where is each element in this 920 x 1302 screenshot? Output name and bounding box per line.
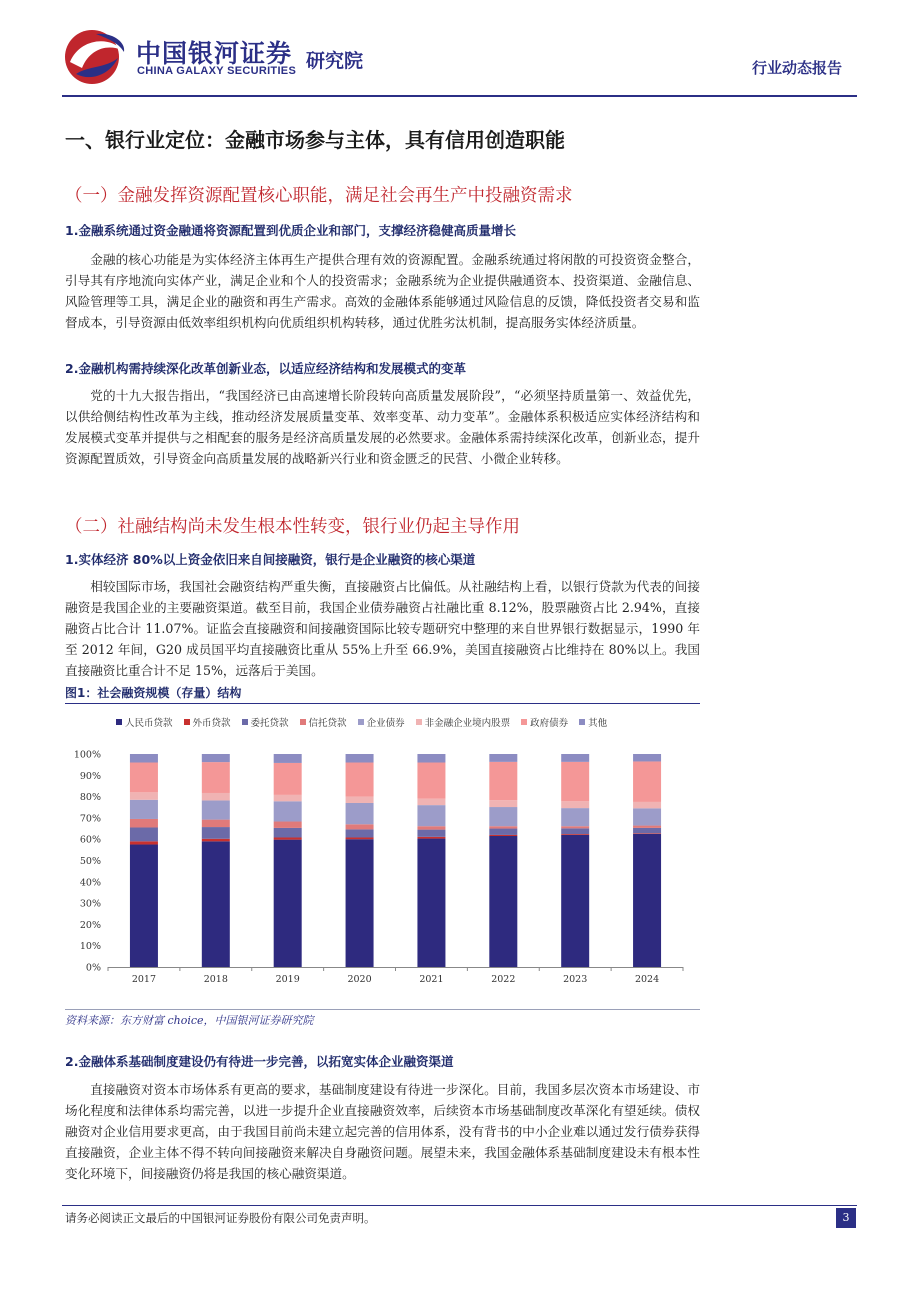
chart-legend: [116, 715, 607, 729]
y-tick-label: 0%: [85, 962, 101, 974]
y-tick-label: 10%: [79, 941, 101, 953]
institute-label: 研究院: [306, 50, 364, 72]
bar-segment: [202, 762, 230, 793]
legend-swatch: [521, 719, 527, 725]
bar-segment: [417, 805, 445, 826]
bar-segment: [633, 754, 661, 761]
bar-segment: [346, 839, 374, 967]
bar-segment: [417, 799, 445, 805]
bar-segment: [633, 828, 661, 833]
bar-segment: [561, 828, 589, 834]
galaxy-logo-icon: [62, 28, 128, 86]
bar-segment: [274, 763, 302, 795]
legend-swatch: [300, 719, 306, 725]
bar-segment: [633, 833, 661, 834]
bar-segment: [561, 835, 589, 967]
bar-segment: [489, 762, 517, 800]
legend-item: [184, 715, 231, 729]
body-paragraph: 直接融资对资本市场体系有更高的要求，基础制度建设有待进一步深化。目前，我国多层次资本市场建设、市场化程度和法律体系均需完善，以进一步提升企业直接融资效率，后续资本市场基础制度改革深化有望延续。债权融资对企业信用要求更高，由于我国目前尚未建立起完善的信用体系，没有背书的中小企业难以通过发行债券获得直接融资，企业主体不得不转向间接融资来解决自身融资问题。展望未来，我国金融体系基础制度建设未有根本性变化环境下，间接融资仍将是我国的核心融资渠道。: [65, 1082, 700, 1181]
subsection-title-2: （二）社融结构尚未发生根本性转变，银行业仍起主导作用: [65, 517, 520, 537]
bar-segment: [489, 800, 517, 807]
legend-label: 政府债券: [530, 718, 569, 729]
header-divider: [62, 95, 857, 97]
y-tick-label: 40%: [79, 877, 101, 889]
bar-segment: [202, 793, 230, 800]
bar-segment: [561, 826, 589, 828]
bar-segment: [130, 819, 158, 828]
bar-segment: [130, 841, 158, 844]
bar-segment: [130, 763, 158, 793]
figure-top-rule: [65, 703, 700, 704]
bar-segment: [633, 834, 661, 967]
legend-item: [416, 715, 511, 729]
bar-segment: [130, 792, 158, 799]
x-tick-label: 2022: [491, 974, 516, 985]
bar-segment: [274, 837, 302, 839]
legend-item: [358, 715, 405, 729]
bar-segment: [633, 826, 661, 828]
bar-segment: [417, 830, 445, 837]
bar-segment: [130, 845, 158, 967]
legend-label: 人民币贷款: [125, 718, 173, 729]
subsection-title-1: （一）金融发挥资源配置核心职能，满足社会再生产中投融资需求: [65, 186, 573, 206]
legend-label: 外币贷款: [192, 718, 231, 729]
x-tick-label: 2019: [275, 974, 300, 985]
paragraph-heading: 2.金融体系基础制度建设仍有待进一步完善，以拓宽实体企业融资渠道: [65, 1054, 454, 1069]
bar-segment: [130, 827, 158, 841]
y-tick-label: 20%: [79, 919, 101, 931]
bar-segment: [346, 754, 374, 763]
legend-item: [242, 715, 289, 729]
page-number: 3: [836, 1208, 856, 1228]
brand-name-cn: 中国银河证券: [136, 39, 293, 68]
figure-source: 资料来源：东方财富 choice，中国银河证券研究院: [65, 1014, 314, 1027]
x-tick-label: 2020: [347, 974, 372, 985]
bar-segment: [202, 841, 230, 967]
bar-segment: [489, 836, 517, 967]
legend-item: [579, 715, 607, 729]
y-tick-label: 70%: [79, 813, 101, 825]
legend-label: 其他: [588, 718, 608, 729]
bar-segment: [417, 837, 445, 839]
legend-item: [300, 715, 347, 729]
bar-segment: [561, 834, 589, 835]
y-tick-label: 100%: [73, 749, 101, 761]
bar-segment: [274, 795, 302, 801]
bar-segment: [274, 822, 302, 828]
bar-segment: [202, 800, 230, 819]
bar-segment: [561, 808, 589, 826]
y-tick-label: 60%: [79, 834, 101, 846]
x-tick-label: 2024: [634, 974, 660, 985]
legend-swatch: [358, 719, 364, 725]
bar-segment: [417, 754, 445, 763]
legend-item: [116, 715, 173, 729]
bar-segment: [489, 835, 517, 836]
body-paragraph: 金融的核心功能是为实体经济主体再生产提供合理有效的资源配置。金融系统通过将闲散的可投资资金整合，引导其有序地流向实体产业，满足企业和个人的投资需求；金融系统为企业提供融通资本、投资渠道、金融信息、风险管理等工具，满足企业的融资和再生产需求。高效的金融体系能够通过风险信息的反馈，降低投资者交易和监督成本，引导资源由低效率组织机构向优质组织机构转移，通过优胜劣汰机制，提高服务实体经济质量。: [65, 252, 700, 330]
bar-segment: [346, 824, 374, 829]
x-tick-label: 2023: [563, 974, 588, 985]
bar-segment: [417, 763, 445, 799]
bar-segment: [274, 828, 302, 838]
bar-segment: [417, 826, 445, 829]
stacked-bar-chart: [65, 735, 700, 1005]
legend-swatch: [579, 719, 585, 725]
bar-segment: [561, 801, 589, 808]
bar-segment: [346, 837, 374, 839]
bar-segment: [202, 754, 230, 762]
legend-swatch: [416, 719, 422, 725]
legend-label: 非金融企业境内股票: [424, 718, 511, 729]
x-tick-label: 2021: [419, 974, 444, 985]
paragraph-heading: 2.金融机构需持续深化改革创新业态，以适应经济结构和发展模式的变革: [65, 361, 466, 376]
legend-label: 企业债券: [366, 718, 405, 729]
paragraph-heading: 1.金融系统通过资金融通将资源配置到优质企业和部门，支撑经济稳健高质量增长: [65, 223, 516, 238]
bar-segment: [489, 826, 517, 828]
bar-segment: [202, 820, 230, 827]
bar-segment: [633, 802, 661, 808]
x-tick-label: 2017: [131, 974, 157, 985]
legend-label: 委托贷款: [250, 718, 289, 729]
bar-segment: [346, 763, 374, 797]
bar-segment: [489, 807, 517, 826]
bar-segment: [346, 797, 374, 803]
legend-swatch: [184, 719, 190, 725]
body-paragraph: 党的十九大报告指出，“我国经济已由高速增长阶段转向高质量发展阶段”，“必须坚持质量第一、效益优先，以供给侧结构性改革为主线，推动经济发展质量变革、效率变革、动力变革”。金融体系积极适应实体经济结构和发展模式变革并提供与之相配套的服务是经济高质量发展的必然要求。金融体系需持续深化改革，创新业态，提升资源配置质效，引导资金向高质量发展的战略新兴行业和资金匮乏的民营、小微企业转移。: [65, 388, 700, 466]
bar-segment: [489, 829, 517, 835]
y-tick-label: 50%: [79, 856, 101, 867]
bar-segment: [346, 803, 374, 824]
legend-label: 信托贷款: [308, 718, 347, 729]
bar-segment: [130, 800, 158, 819]
legend-swatch: [242, 719, 248, 725]
legend-item: [521, 715, 568, 729]
bar-segment: [561, 762, 589, 801]
x-tick-label: 2018: [203, 974, 228, 985]
paragraph-heading: 1.实体经济 80%以上资金依旧来自间接融资，银行是企业融资的核心渠道: [65, 552, 476, 567]
bar-segment: [417, 839, 445, 967]
bar-segment: [130, 754, 158, 763]
bar-segment: [274, 840, 302, 967]
y-tick-label: 30%: [79, 898, 101, 910]
bar-segment: [561, 754, 589, 762]
bar-segment: [633, 761, 661, 801]
y-tick-label: 80%: [79, 792, 101, 804]
legend-swatch: [116, 719, 122, 725]
bar-segment: [274, 754, 302, 763]
figure-title: 图1：社会融资规模（存量）结构: [65, 686, 242, 700]
section-title: 一、银行业定位：金融市场参与主体，具有信用创造职能: [65, 128, 565, 152]
bar-segment: [202, 827, 230, 839]
y-tick-label: 90%: [79, 770, 101, 782]
figure-bottom-rule: [65, 1009, 700, 1010]
body-paragraph: 相较国际市场，我国社会融资结构严重失衡，直接融资占比偏低。从社融结构上看，以银行贷款为代表的间接融资是我国企业的主要融资渠道。截至目前，我国企业债券融资占社融比重 8.12%，股票融资占比 2.94%，直接融资占比合计 11.07%。证监会直接融资和间接融资国际比较专题研究中整理的来自世界银行数据显示，1990 年至 2012 年间，G20 成员国平均直接融资比重从 55%上升至 66.9%，美国直接融资占比维持在 80%以上。我国直接融资比重合计不足 15%，远落后于美国。: [65, 579, 700, 678]
bar-segment: [274, 801, 302, 821]
brand-name-en: CHINA GALAXY SECURITIES: [137, 65, 297, 77]
report-type: 行业动态报告: [751, 59, 842, 77]
bar-segment: [202, 839, 230, 842]
footer-divider: [62, 1205, 857, 1206]
bar-segment: [489, 754, 517, 762]
footer-disclaimer: 请务必阅读正文最后的中国银河证券股份有限公司免责声明。: [65, 1211, 376, 1225]
bar-segment: [633, 808, 661, 825]
bar-segment: [346, 829, 374, 837]
